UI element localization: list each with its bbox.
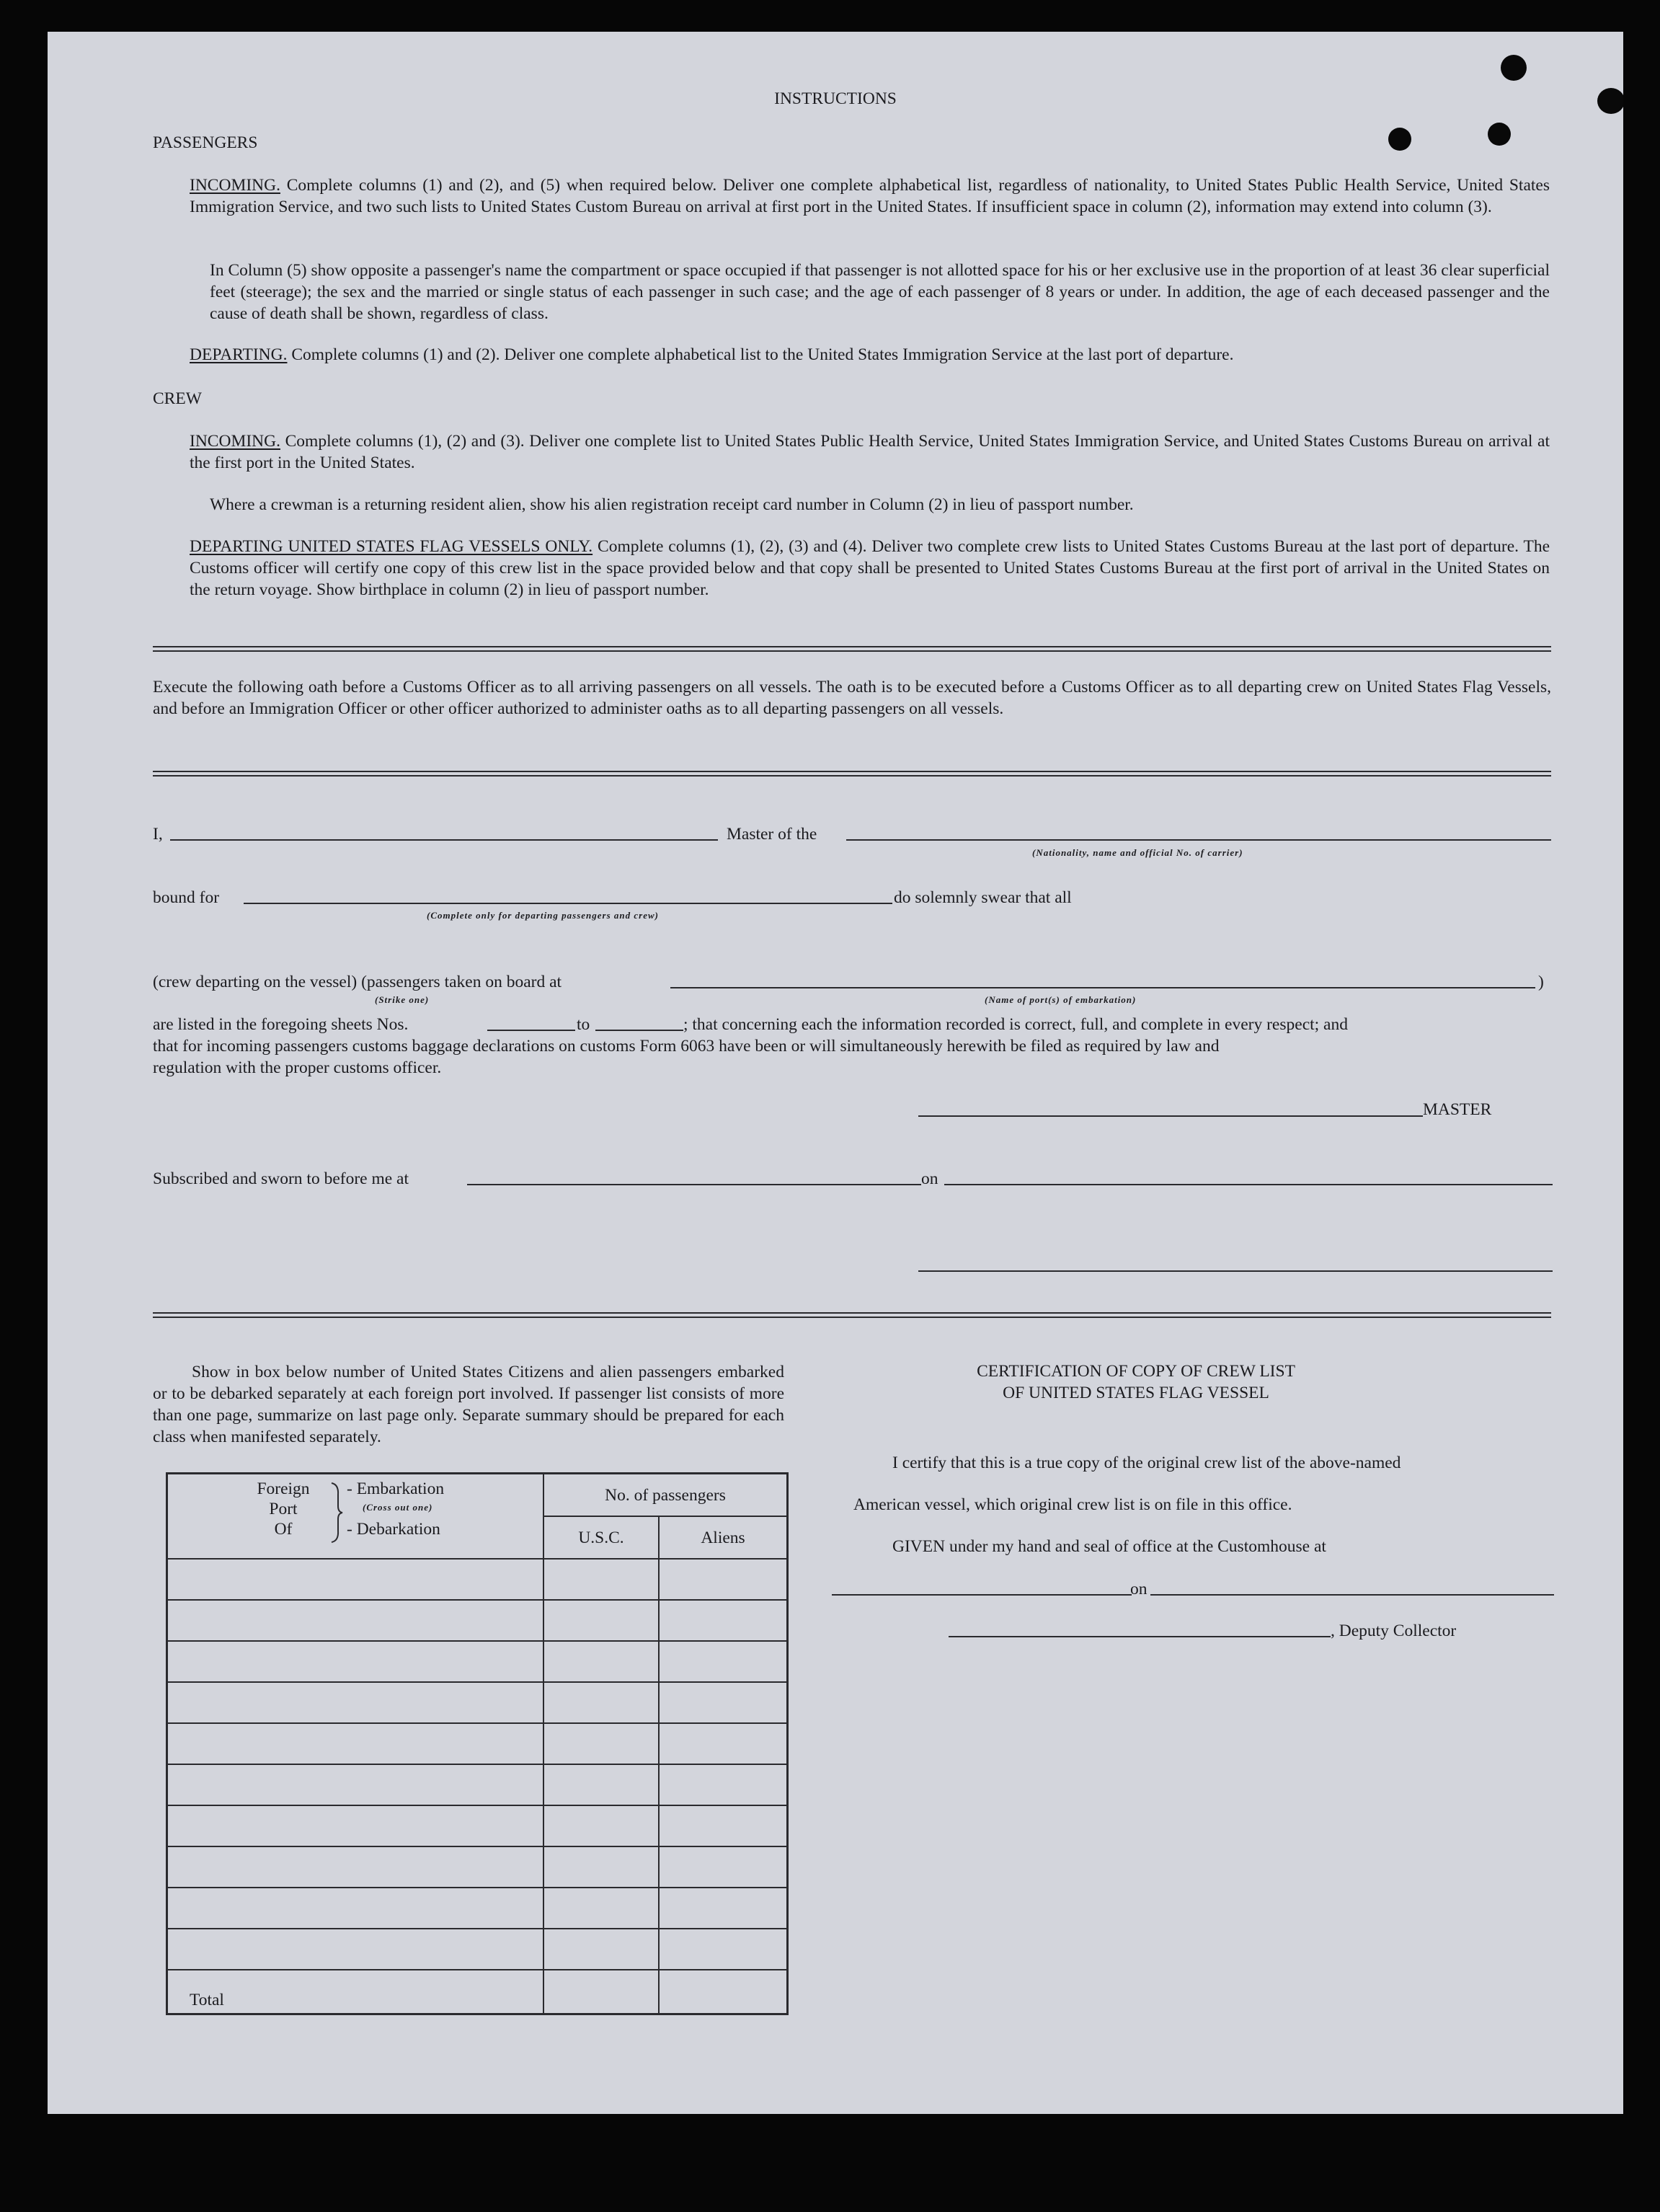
certification-date-field[interactable] (1150, 1594, 1554, 1596)
port-cell[interactable] (167, 1600, 544, 1641)
total-usc-cell[interactable] (543, 1970, 659, 2014)
total-row (167, 1970, 788, 2014)
strike-one-note: (Strike one) (375, 994, 430, 1005)
usc-cell[interactable] (543, 1723, 659, 1764)
sheet-to-field[interactable] (595, 1030, 683, 1031)
document-page (48, 32, 1623, 2114)
table-row (167, 1559, 788, 1600)
port-cell[interactable] (167, 1805, 544, 1846)
aliens-cell[interactable] (659, 1600, 788, 1641)
master-signature-field[interactable] (918, 1115, 1423, 1117)
crew-incoming-instruction: INCOMING. Complete columns (1), (2) and (3). Deliver one complete list to United States Public Health Service, United States Immigration Service, and United States Customs Bureau on arrival at the first port in the United States. (190, 432, 1550, 472)
column5-instruction: In Column (5) show opposite a passenger's name the compartment or space occupied if that passenger is not allotted space for his or her exclusive use in the proportion of at least 36 clear superficial feet (steerage); the sex and the married or single status of each passenger in such case; and the age of each passenger of 8 years or under. In addition, the age of each deceased passenger and the cause of death shall be shown, regardless of class. (210, 261, 1550, 323)
carrier-field[interactable] (846, 839, 1551, 841)
sworn-place-field[interactable] (467, 1184, 921, 1185)
usc-cell[interactable] (543, 1600, 659, 1641)
deputy-collector-signature-field[interactable] (949, 1636, 1331, 1637)
passengers-departing-instruction: DEPARTING. Complete columns (1) and (2). Deliver one complete alphabetical list to the United States Immigration Service at the last port of departure. (190, 345, 1234, 364)
table-row (167, 1764, 788, 1805)
aliens-cell[interactable] (659, 1929, 788, 1970)
usc-cell[interactable] (543, 1641, 659, 1682)
usc-cell[interactable] (543, 1888, 659, 1929)
port-cell[interactable] (167, 1682, 544, 1723)
passengers-heading: PASSENGERS (153, 133, 258, 152)
master-name-field[interactable] (170, 839, 718, 841)
embarkation-ports-field[interactable] (670, 987, 1535, 988)
brace-icon (329, 1482, 344, 1544)
table-row (167, 1888, 788, 1929)
certify-line2: American vessel, which original crew list is on file in this office. (853, 1495, 1292, 1514)
usc-cell[interactable] (543, 1682, 659, 1723)
usc-cell[interactable] (543, 1805, 659, 1846)
sheet-from-field[interactable] (487, 1030, 575, 1031)
oath-text-line3: regulation with the proper customs officer. (153, 1058, 442, 1077)
passenger-summary-table (166, 1472, 789, 2015)
usc-cell[interactable] (543, 1846, 659, 1888)
bound-for-field[interactable] (244, 903, 892, 904)
bound-for-label: bound for (153, 888, 220, 907)
listed-in-label: are listed in the foregoing sheets Nos. (153, 1015, 409, 1034)
crew-heading: CREW (153, 389, 202, 408)
usc-header: U.S.C. (543, 1516, 659, 1559)
master-label: MASTER (1423, 1100, 1492, 1119)
header-foreign: Foreign (257, 1479, 310, 1498)
crew-resident-alien-instruction: Where a crewman is a returning resident alien, show his alien registration receipt card number in Column (2) in lieu of passport number. (210, 495, 1134, 514)
crew-incoming-label: INCOMING. (190, 432, 280, 451)
port-cell[interactable] (167, 1929, 544, 1970)
instructions-title: INSTRUCTIONS (774, 89, 897, 108)
header-debarkation: - Debarkation (347, 1520, 440, 1539)
sworn-date-field[interactable] (944, 1184, 1553, 1185)
crew-departing-label: DEPARTING UNITED STATES FLAG VESSELS ONLY. (190, 537, 593, 556)
cross-out-one-note: (Cross out one) (363, 1502, 433, 1513)
certification-title-line2: OF UNITED STATES FLAG VESSEL (1003, 1384, 1269, 1402)
table-row (167, 1929, 788, 1970)
no-of-passengers-header: No. of passengers (543, 1474, 788, 1517)
punch-hole (1488, 123, 1511, 146)
subscribed-label: Subscribed and sworn to before me at (153, 1169, 409, 1188)
aliens-cell[interactable] (659, 1641, 788, 1682)
port-cell[interactable] (167, 1559, 544, 1600)
usc-cell[interactable] (543, 1559, 659, 1600)
port-cell[interactable] (167, 1641, 544, 1682)
officer-signature-field[interactable] (918, 1270, 1553, 1272)
table-row (167, 1805, 788, 1846)
certification-title-line1: CERTIFICATION OF COPY OF CREW LIST (977, 1362, 1295, 1381)
aliens-cell[interactable] (659, 1764, 788, 1805)
header-of: Of (274, 1520, 293, 1539)
aliens-cell[interactable] (659, 1559, 788, 1600)
header-embarkation: - Embarkation (347, 1479, 445, 1498)
certify-line1: I certify that this is a true copy of the original crew list of the above-named (892, 1454, 1401, 1472)
total-label: Total (167, 1970, 544, 2014)
aliens-cell[interactable] (659, 1888, 788, 1929)
sworn-on-label: on (921, 1169, 938, 1188)
oath-i-label: I, (153, 825, 163, 844)
summary-instruction: Show in box below number of United States Citizens and alien passengers embarked or to be debarked separately at each foreign port involved. If passenger list consists of more than one page, summarize on last page only. Separate summary should be prepared for each class when manifested separately. (153, 1363, 784, 1446)
punch-hole (1388, 128, 1411, 151)
swear-label: do solemnly swear that all (894, 888, 1072, 907)
usc-cell[interactable] (543, 1929, 659, 1970)
divider (153, 646, 1551, 652)
divider (153, 1312, 1551, 1318)
table-row (167, 1682, 788, 1723)
oath-text-line1: ; that concerning each the information recorded is correct, full, and complete in every respect; and (683, 1015, 1348, 1034)
certification-on-label: on (1130, 1580, 1148, 1598)
port-cell[interactable] (167, 1723, 544, 1764)
crew-passengers-label: (crew departing on the vessel) (passengers taken on board at (153, 973, 562, 991)
divider (153, 771, 1551, 777)
passengers-incoming-instruction: INCOMING. Complete columns (1) and (2), and (5) when required below. Deliver one complete alphabetical list, regardless of nationality, to United States Public Health Service, United States Immigration Service, and two such lists to United States Custom Bureau on arrival at first port in the United States. If insufficient space in column (2), information may extend into column (3). (190, 176, 1550, 216)
ports-note: (Name of port(s) of embarkation) (985, 994, 1137, 1005)
customhouse-field[interactable] (832, 1594, 1132, 1596)
table-row (167, 1600, 788, 1641)
nationality-note: (Nationality, name and official No. of carrier) (1032, 847, 1243, 858)
table-row (167, 1641, 788, 1682)
crew-departing-instruction: DEPARTING UNITED STATES FLAG VESSELS ONLY. Complete columns (1), (2), (3) and (4). Deliver two complete crew lists to United States Customs Bureau at the last port of departure. The Customs officer will certify one copy of this crew list in the space provided below and that copy shall be presented to United States Customs Bureau at the first port of arrival in the United States on the return voyage. Show birthplace in column (2) in lieu of passport number. (190, 537, 1550, 599)
table-row (167, 1846, 788, 1888)
port-cell[interactable] (167, 1888, 544, 1929)
header-port: Port (269, 1500, 298, 1518)
close-paren: ) (1538, 973, 1544, 991)
aliens-cell[interactable] (659, 1805, 788, 1846)
table-row (167, 1723, 788, 1764)
aliens-cell[interactable] (659, 1723, 788, 1764)
given-line: GIVEN under my hand and seal of office at the Customhouse at (892, 1537, 1326, 1556)
punch-hole (1501, 55, 1527, 81)
port-cell[interactable] (167, 1764, 544, 1805)
port-cell[interactable] (167, 1846, 544, 1888)
oath-instruction: Execute the following oath before a Customs Officer as to all arriving passengers on all vessels. The oath is to be executed before a Customs Officer as to all departing crew on United States Flag Vessels, and before an Immigration Officer or other officer authorized to administer oaths as to all departing passengers on all vessels. (153, 678, 1551, 718)
passengers-incoming-label: INCOMING. (190, 176, 280, 195)
aliens-header: Aliens (659, 1516, 788, 1559)
deputy-collector-label: , Deputy Collector (1331, 1622, 1457, 1640)
oath-text-line2: that for incoming passengers customs baggage declarations on customs Form 6063 have been or will simultaneously herewith be filed as required by law and (153, 1037, 1220, 1056)
aliens-cell[interactable] (659, 1846, 788, 1888)
usc-cell[interactable] (543, 1764, 659, 1805)
aliens-cell[interactable] (659, 1682, 788, 1723)
foreign-port-header (167, 1474, 544, 1560)
total-aliens-cell[interactable] (659, 1970, 788, 2014)
passengers-departing-label: DEPARTING. (190, 345, 288, 364)
master-of-label: Master of the (727, 825, 817, 844)
to-label: to (577, 1015, 590, 1034)
complete-only-note: (Complete only for departing passengers and crew) (427, 910, 659, 921)
